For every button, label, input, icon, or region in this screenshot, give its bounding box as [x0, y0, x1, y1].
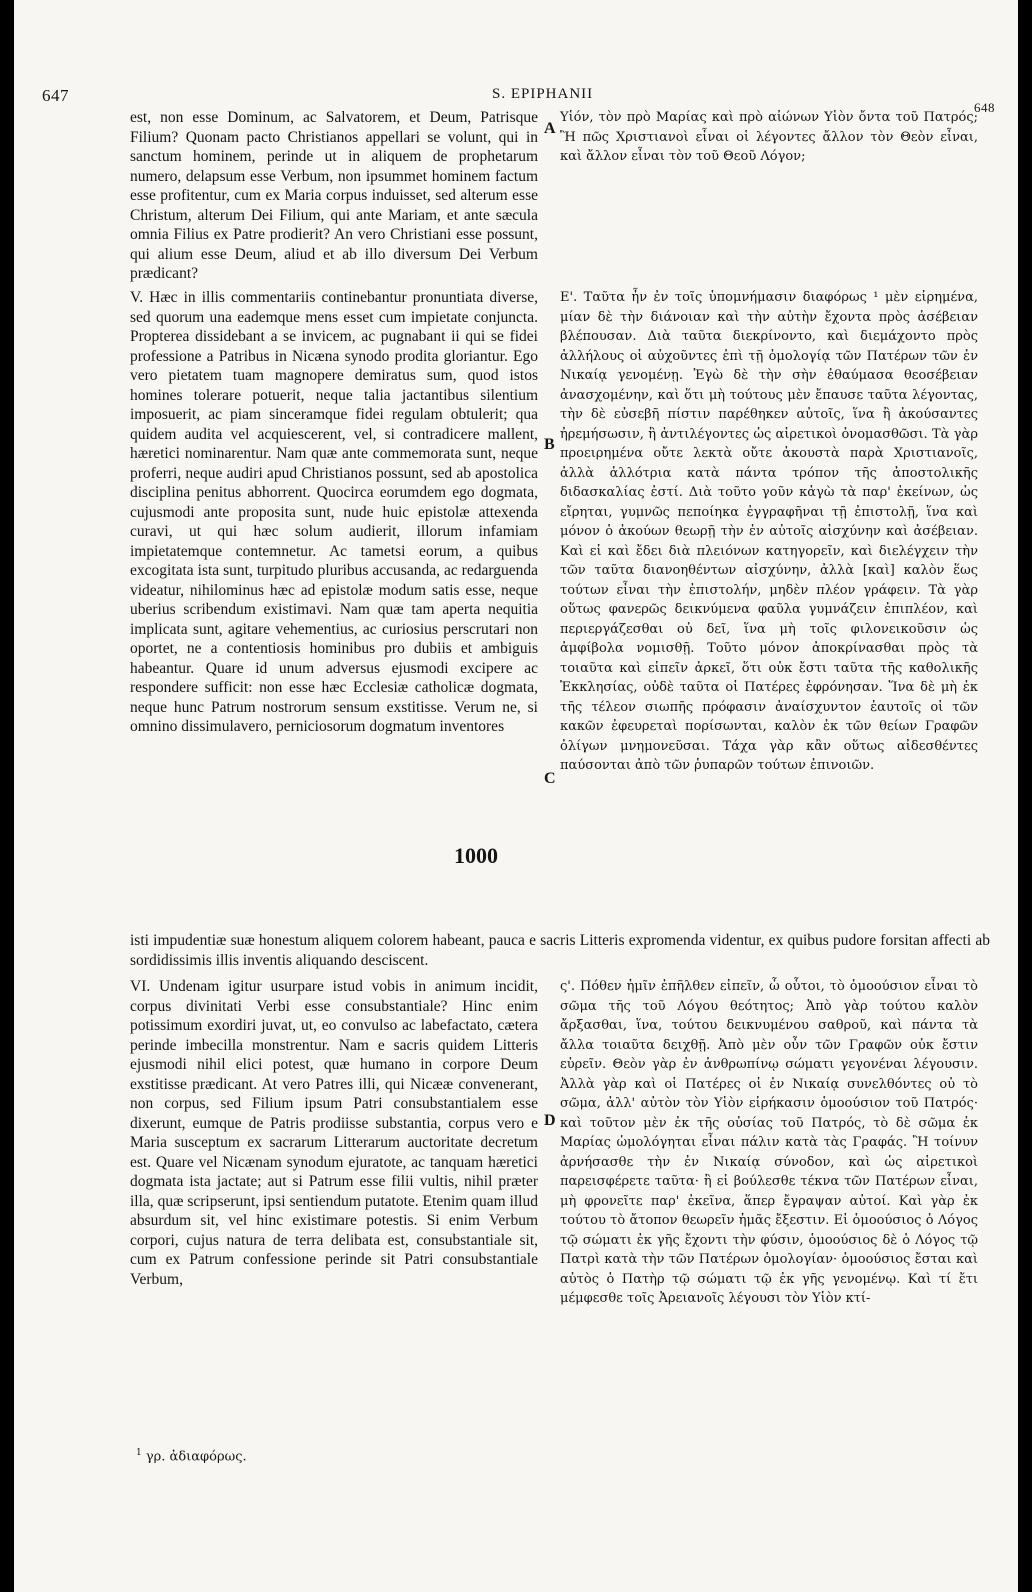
column-number: 1000	[454, 843, 498, 868]
latin-opening-text: est, non esse Dominum, ac Salvatorem, et Deum, Patrisque Filium? Quonam pacto Christianos appellari se volunt, qui in sanctum hominem, perinde ut in aliquem de prophetarum numero, delapsum esse Verbum, non ipsummet hominem factum esse profitentur, cum ex Maria corpus induisset, sed alterum esse Christum, alterum Dei Filium, qui ante Mariam, et ante sæcula omnia Filius ex Patre prodierit? An vero Christiani esse possunt, qui alium esse Deum, aliud et ab illo diversum Dei Verbum prædicant?	[130, 109, 538, 282]
margin-marker-d: D	[544, 1112, 556, 1129]
greek-opening: Υἱόν, τὸν πρὸ Μαρίας καὶ πρὸ αἰώνων Υἱὸν ὄντα τοῦ Πατρός; Ἢ πῶς Χριστιανοὶ εἶναι οἱ λέγοντες ἄλλον τὸν Θεὸν εἶναι, καὶ ἄλλον εἶναι τὸν τοῦ Θεοῦ Λόγον;	[560, 110, 978, 164]
margin-marker-c: C	[544, 770, 556, 787]
footnote-mark: 1	[136, 1448, 142, 1458]
page-number-left: 647	[42, 86, 69, 105]
margin-marker-b: B	[544, 436, 555, 453]
latin-opening	[130, 108, 538, 284]
footnote	[136, 1448, 247, 1464]
running-title: S. EPIPHANII	[492, 86, 594, 102]
book-page	[14, 0, 1018, 1592]
latin-continuation: isti impudentiæ suæ honestum aliquem colorem habeant, pauca e sacris Litteris expromenda videntur, ex quibus pudore forsitan affecti ab sordidissimis illis inventis aliquando desciscent.	[130, 932, 990, 969]
greek-section-vi: ς'. Πόθεν ἡμῖν ἐπῆλθεν εἰπεῖν, ὦ οὗτοι, τὸ ὁμοούσιον εἶναι τὸ σῶμα τῆς τοῦ Λόγου θεότητος; Ἀπὸ γὰρ τούτου καλὸν ἄρξασθαι, ἵνα, τούτου δεικνυμένου σαθροῦ, καὶ πάντα τὰ ἄλλα τοιαῦτα δειχθῇ. Ἀπὸ μὲν οὖν τῶν Γραφῶν οὐκ ἔστιν εὑρεῖν. Θεὸν γὰρ ἐν ἀνθρωπίνῳ σώματι γεγονέναι λέγουσιν. Ἀλλὰ γὰρ καὶ οἱ Πατέρες οἱ ἐν Νικαίᾳ συνελθόντες οὐ τὸ σῶμα, ἀλλ' αὐτὸν τὸν Υἱὸν εἰρήκασιν ὁμοούσιον τοῦ Πατρός· καὶ τοῦτον μὲν ἐκ τῆς οὐσίας τοῦ Πατρός, τὸ δὲ σῶμα ἐκ Μαρίας ὡμολόγηται εἶναι πάλιν κατὰ τὰς Γραφάς. Ἢ τοίνυν ἀρνήσασθε τὴν ἐν Νικαίᾳ σύνοδον, καὶ ὡς αἱρετικοὶ παρεισφέρετε ταῦτα· ἢ εἰ βούλεσθε τέκνα τῶν Πατέρων εἶναι, μὴ φρονεῖτε παρ' ἐκεῖνα, ἅπερ ἔγραψαν αὐτοί. Καὶ γὰρ ἐκ τούτου τὸ ἄτοπον θεωρεῖν ἡμᾶς ἔξεστιν. Εἰ ὁμοούσιος ὁ Λόγος τῷ σώματι ἐκ γῆς ἔχοντι τὴν φύσιν, ὁμοούσιος δὲ ὁ Λόγος τῷ Πατρὶ κατὰ τὴν τῶν Πατέρων ὁμολογίαν· ὁμοούσιος ἔσται καὶ αὐτὸς ὁ Πατὴρ τῷ σώματι τῷ ἐκ γῆς γενομένῳ. Καὶ τί ἔτι μέμφεσθε τοῖς Ἀρειανοῖς λέγουσι τὸν Υἱὸν κτί-	[560, 979, 978, 1306]
footnote-text: γρ. ἀδιαφόρως.	[145, 1449, 247, 1465]
latin-section-vi: VI. Undenam igitur usurpare istud vobis in animum incidit, corpus divinitati Verbi esse consubstantiale? Hinc enim potissimum exordiri juvat, ut, eo convulso ac labefactato, cætera perinde imbecilla monstrentur. Nam e sacris quidem Litteris ejusmodi nihil elici potest, quæ humano in corpore Deum exstitisse prædicant. At vero Patres illi, qui Nicææ convenerant, non corpus, sed Filium ipsum Patri consubstantialem esse dixerunt, eumque de Patris prodiisse substantia, corpus vero e Maria susceptum ex sacrarum Litterarum auctoritate decretum est. Quare vel Nicænam synodum ejuratote, ac tanquam hæretici dogmata ista jactate; aut si Patrum esse filii vultis, nihil præter illa, quæ scripserunt, ipsi sentiendum putatote. Etenim quam illud absurdum sit, vel hinc existimare potestis. Si enim Verbum corpori, cujus natura de terra delibata est, consubstantiale sit, cum ex Patrum confessione perinde sit Patri consubstantiale Verbum,	[130, 978, 538, 1288]
page-number-right: 648	[974, 100, 995, 115]
margin-marker-a: A	[544, 120, 556, 137]
greek-section-e: Ε'. Ταῦτα ἦν ἐν τοῖς ὑπομνήμασιν διαφόρως ¹ μὲν εἰρημένα, μίαν δὲ τὴν διάνοιαν καὶ τὴν αὐτὴν ἔχοντα πρὸς ἀσέβειαν βλέπουσαν. Διὰ ταῦτα διεκρίνοντο, καὶ διεμάχοντο πρὸς ἀλλήλους οἱ αὐχοῦντες ἐπὶ τῇ ὁμολογίᾳ τῶν Πατέρων τῶν ἐν Νικαίᾳ γενομένῃ. Ἐγὼ δὲ τὴν σὴν ἐθαύμασα θεοσέβειαν ἀνασχομένην, καὶ ὅτι μὴ τούτους μὲν ἔπαυσε ταῦτα λέγοντας, τὴν δὲ εὐσεβῆ πίστιν παρέθηκεν αὐτοῖς, ἵνα ἢ ἀκούσαντες ἠρεμήσωσιν, ἢ ἀντιλέγοντες ὡς αἱρετικοὶ ὀνομασθῶσι. Τὰ γὰρ προειρημένα οὔτε λεκτὰ οὔτε ἀκουστὰ παρὰ Χριστιανοῖς, ἀλλὰ ἀλλότρια κατὰ πάντα τρόπον τῆς ἀποστολικῆς διδασκαλίας ἐστί. Διὰ τοῦτο γοῦν κἀγὼ τὰ παρ' ἐκείνων, ὡς εἴρηται, γυμνῶς πεποίηκα ἐγγραφῆναι τῇ ἐπιστολῇ, ἵνα καὶ μόνον ὁ ἀκούων θεωρῇ τὴν ἐν αὐτοῖς αἰσχύνην καὶ ἀσέβειαν. Καὶ εἰ καὶ ἔδει διὰ πλειόνων κατηγορεῖν, καὶ διελέγχειν τὴν τῶν ταῦτα διανοηθέντων αἰσχύνην, ἀλλὰ [καὶ] καλὸν ἕως τούτων εἶναι τὴν ἐπιστολήν, μηδὲν πλέον γράφειν. Τὰ γὰρ οὕτως φανερῶς δεικνύμενα φαῦλα γυμνάζειν ἐπιπλέον, καὶ περιεργάζεσθαι οὐ δεῖ, ἵνα μὴ τοῖς φιλονεικοῦσιν ὡς ἀμφίβολα νομισθῇ. Τοῦτο μόνον ἀποκρίνασθαι πρὸς τὰ τοιαῦτα καὶ εἰπεῖν ἀρκεῖ, ὅτι οὐκ ἔστι ταῦτα τῆς καθολικῆς Ἐκκλησίας, οὐδὲ ταῦτα οἱ Πατέρες ἐφρόνησαν. Ἵνα δὲ μὴ ἐκ τῆς τέλεον σιωπῆς πρόφασιν ἀναίσχυντον ἑαυτοῖς οἱ τῶν κακῶν ἐφευρεταὶ πορίσωνται, καλὸν ἐκ τῶν θείων Γραφῶν ὀλίγων μνημονεῦσαι. Τάχα γὰρ κἂν οὕτως αἰδεσθέντες παύσονται ἀπὸ τῶν ῥυπαρῶν τούτων ἐπινοιῶν.	[560, 290, 978, 773]
latin-section-v: V. Hæc in illis commentariis continebantur pronuntiata diverse, sed quorum una eademque mens esset cum impietate conjuncta. Propterea dissidebant a se invicem, ac pugnabant ii qui se fidei professione a Patribus in Nicæna synodo prodita gloriantur. Ego vero pietatem tuam magnopere demiratus sum, quod istos homines tolerare potuerit, neque talia jactantibus silentium imposuerit, ac piam sinceramque fidei regulam obtulerit; qua quidem audita vel acquiescerent, vel, si contradicere mallent, hæretici nominarentur. Nam quæ ante commemorata sunt, neque proferri, neque audiri apud Christianos possunt, sed ab apostolica disciplina penitus abhorrent. Quocirca eorumdem ego dogmata, cujusmodi ante proposita sunt, nude huic epistolæ attexenda curavi, ut qui hæc solum audierit, illorum infamiam impietatemque contemnetur. Ac tametsi eorum, a quibus excogitata ista sunt, turpitudo pluribus accusanda, ac redarguenda videatur, nihilominus hæc ad epistolæ modum satis esse, neque uberius scribendum existimavi. Nam quæ tam aperta nequitia implicata sunt, agitare vehementius, ac curiosius perscrutari non oportet, ne a contentiosis hominibus pro dubiis et ambiguis habeantur. Quare id unum adversus ejusmodi excipere ac respondere sufficit: non esse hæc Ecclesiæ catholicæ dogmata, neque hunc Patrum nostrorum sensum exstitisse. Verum ne, si omnino dissimulavero, perniciosorum dogmatum inventores	[130, 289, 538, 735]
